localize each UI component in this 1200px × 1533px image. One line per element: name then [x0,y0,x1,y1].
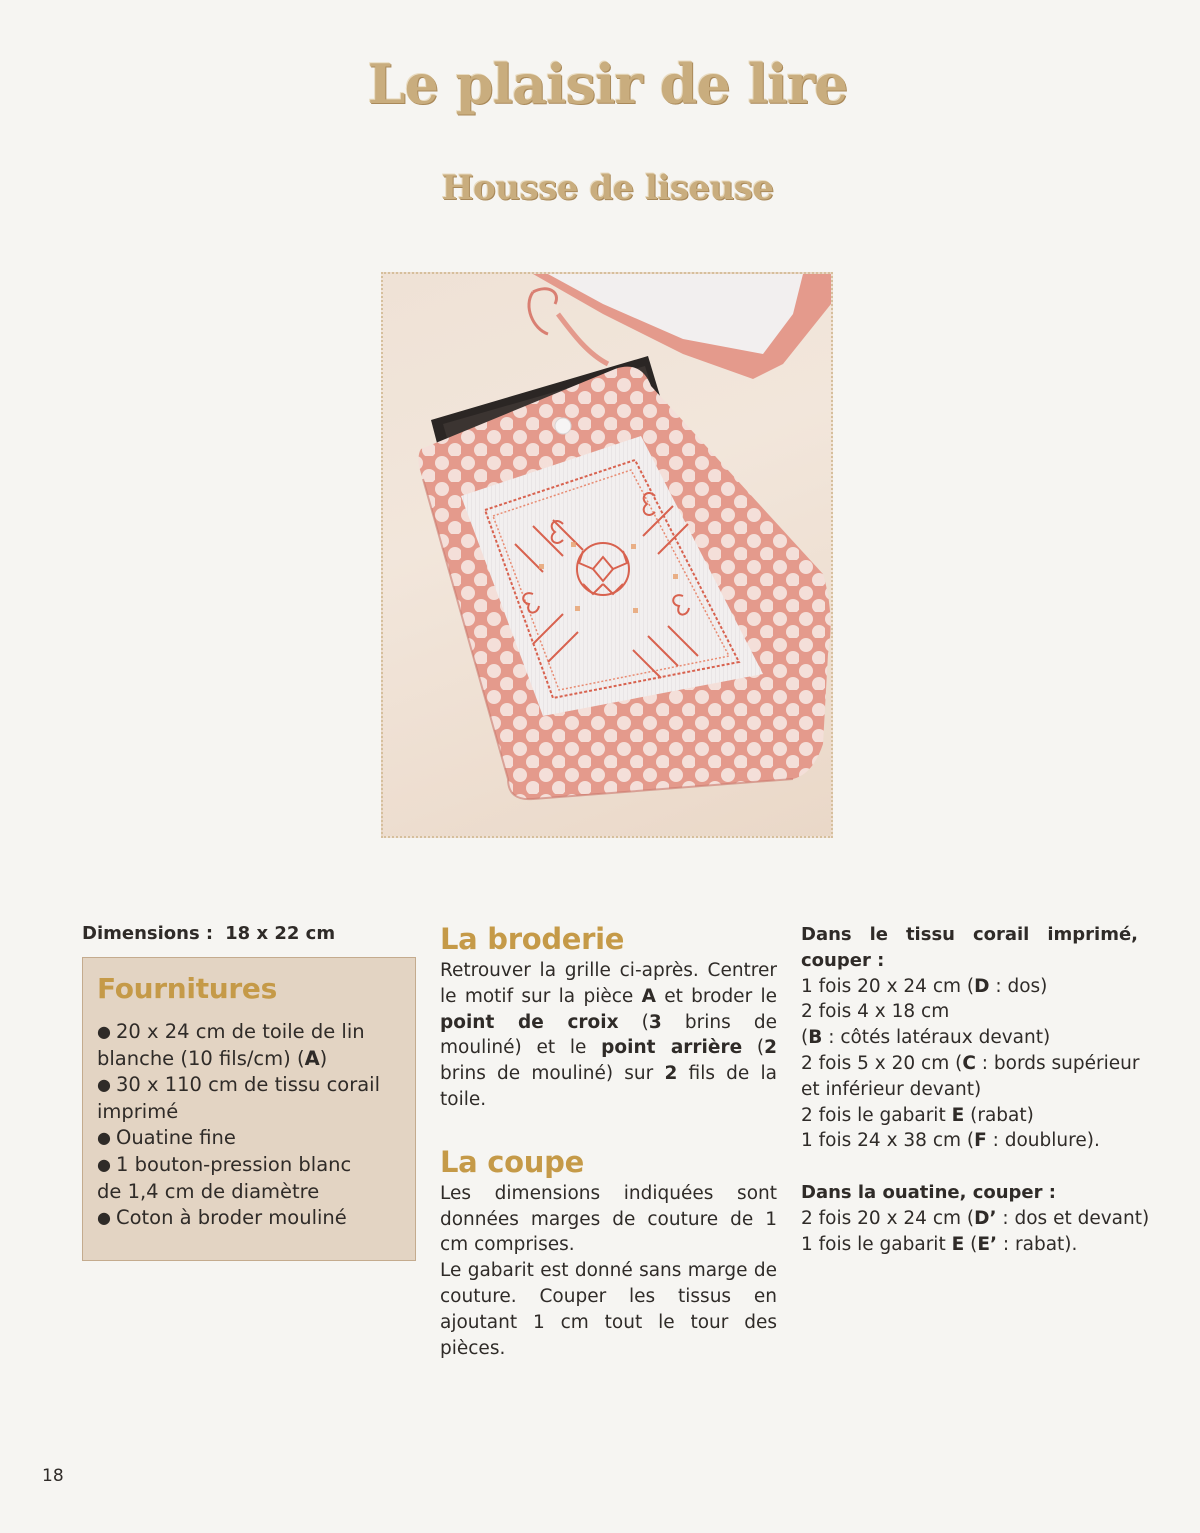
cutting-section-title: La coupe [440,1144,584,1179]
embroidery-text-part: ( [618,1011,649,1033]
product-photo [381,272,833,838]
e-reader-cover-illustration [383,274,831,836]
bullet-icon: ● [97,1075,111,1094]
cut-text: 1 fois le gabarit [801,1233,952,1255]
cut-text: : dos) [989,975,1048,997]
supply-text: blanche (10 fils/cm) ( [97,1047,305,1070]
piece-letter: D’ [974,1207,997,1229]
batting-cut-heading: Dans la ouatine, couper : [801,1182,1056,1204]
cut-text: : dos et devant) [996,1207,1150,1229]
cut-text: 1 fois 24 x 38 cm ( [801,1130,975,1152]
page-title: Le plaisir de lire [367,52,848,116]
supplies-box [82,957,416,1261]
cut-text: (rabat) [964,1104,1034,1126]
supply-text: 20 x 24 cm de toile de lin [115,1020,365,1043]
fabric-cut-heading: Dans le tissu corail imprimé, couper : [801,924,1138,971]
batting-cut-list [801,1206,1150,1258]
bullet-icon: ● [97,1022,111,1041]
supply-line [97,1019,401,1046]
cut-text: : bords supérieur [975,1052,1140,1074]
embroidery-text-part: Retrouver la grille ci-après. Centrer le motif sur la pièce [440,960,777,1007]
cutting-text [440,1181,777,1362]
cut-text: ( [801,1027,809,1049]
supply-text: 1 bouton-pression blanc [115,1153,352,1176]
cut-text: : côtés latéraux devant) [822,1027,1051,1049]
cut-line [801,1232,1138,1258]
cutting-paragraph-2: Le gabarit est donné sans marge de couture. Couper les tissus en ajoutant 1 cm tout le tour des pièces. [440,1260,777,1359]
stitch-name: point arrière [601,1037,743,1059]
cut-line [801,1206,1150,1232]
embroidery-text-part: brins de mouliné) et le [440,1011,777,1059]
cut-text: : rabat). [997,1233,1078,1255]
supply-text: Coton à broder mouliné [115,1206,347,1229]
piece-letter: D [974,975,990,997]
piece-letter: C [962,1052,976,1074]
strand-count: 3 [648,1011,662,1033]
embroidery-text-part: fils de la toile. [440,1063,777,1110]
supply-line [97,1179,401,1205]
second-pouch [529,274,831,379]
page-subtitle: Housse de liseuse [441,168,774,208]
embroidery-text-part: ( [742,1037,765,1059]
cut-line [801,999,1138,1025]
bullet-icon: ● [97,1208,111,1227]
thread-count: 2 [664,1063,678,1085]
cut-line [801,1128,1138,1154]
embroidery-section-title: La broderie [440,922,625,956]
cut-text: 2 fois 4 x 18 cm [801,1001,950,1023]
cut-text: 2 fois 20 x 24 cm ( [801,1207,975,1229]
cut-line [801,1077,1138,1103]
embroidery-text [440,958,777,1113]
supply-line [97,1072,401,1099]
dimensions [82,923,335,944]
piece-letter: A [304,1047,320,1070]
pouch [418,367,830,799]
cut-text: 2 fois 5 x 20 cm ( [801,1052,963,1074]
bullet-icon: ● [97,1155,111,1174]
piece-letter: E’ [977,1233,998,1255]
cut-text: : doublure). [986,1130,1100,1152]
cut-line [801,974,1138,1000]
cut-line [801,1051,1138,1077]
bullet-icon: ● [97,1128,111,1147]
cutting-paragraph-1: Les dimensions indiquées sont données marges de couture de 1 cm comprises. [440,1182,777,1256]
piece-letter: F [974,1130,987,1152]
supply-line [97,1152,401,1179]
cut-line [801,1103,1138,1129]
page-number: 18 [42,1466,64,1486]
supplies-list [97,1019,401,1232]
supply-line [97,1046,401,1072]
dimensions-label: Dimensions : [82,923,214,944]
supply-line [97,1099,401,1125]
cut-text: ( [964,1233,978,1255]
supply-text: imprimé [97,1100,179,1123]
dimensions-value: 18 x 22 cm [225,923,336,944]
cut-line [801,1025,1138,1051]
supply-line [97,1205,401,1232]
piece-letter: B [808,1027,823,1049]
piece-letter: A [641,985,656,1007]
supply-text: Ouatine fine [115,1126,236,1149]
instructions-column [440,922,777,1361]
embroidery-text-part: brins de mouliné) sur [440,1063,665,1085]
stitch-name: point de croix [440,1011,619,1033]
supply-line [97,1125,401,1152]
cutting-list-column [801,922,1150,1258]
cut-text: 2 fois le gabarit [801,1104,952,1126]
strand-count: 2 [764,1037,777,1059]
supply-text: 30 x 110 cm de tissu corail [115,1073,381,1096]
embroidery-text-part: et broder le [655,985,778,1007]
piece-letter: E [951,1104,965,1126]
supply-text: de 1,4 cm de diamètre [97,1180,320,1203]
piece-letter: E [951,1233,965,1255]
supplies-title: Fournitures [97,972,277,1005]
supply-text: ) [319,1047,328,1070]
cut-text: 1 fois 20 x 24 cm ( [801,975,975,997]
cut-text: et inférieur devant) [801,1078,982,1100]
fabric-cut-list [801,974,1138,1155]
